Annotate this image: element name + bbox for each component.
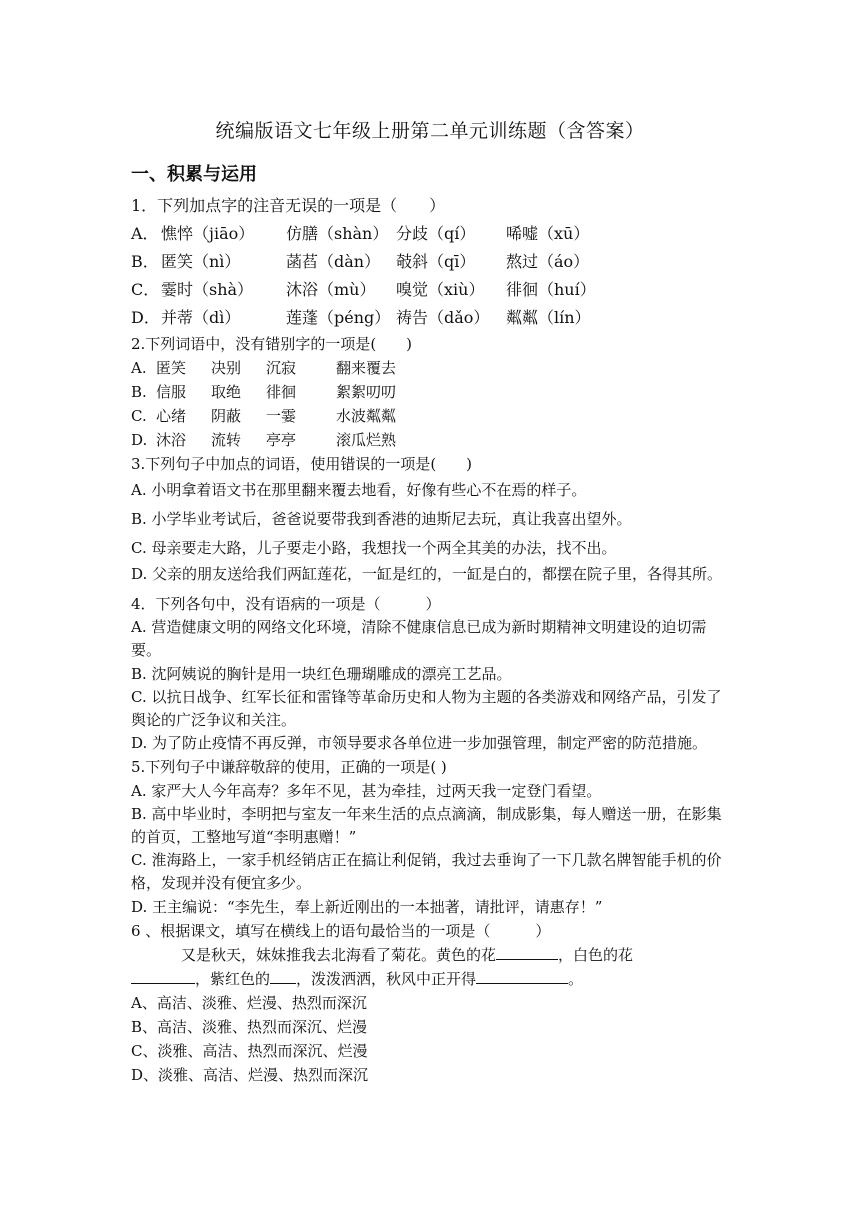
option-word: 莲蓬（péng） (286, 308, 391, 327)
q5-option-a: A. 家严大人今年高寿？多年不见，甚为牵挂，过两天我一定登门看望。 (131, 782, 602, 800)
option-letter: C． (131, 280, 160, 299)
passage-text: 。 (568, 970, 584, 988)
q2-option-b (131, 380, 731, 404)
option-word: 分歧（qí） (396, 224, 476, 243)
option-letter: D. (131, 431, 148, 449)
answer-blank (131, 967, 195, 984)
passage-text: 又是秋天，妹妹推我去北海看了菊花。黄色的花 (181, 946, 497, 964)
option-word: 决别 (211, 359, 242, 377)
option-word: 心绪 (156, 407, 187, 425)
option-word: 唏嘘（xū） (506, 224, 590, 243)
q5-option-c: C. 淮海路上，一家手机经销店正在搞让利促销，我过去垂询了一下几款名牌智能手机的价格，发现并没有便宜多少。 (131, 851, 722, 892)
q1-stem: 1．下列加点字的注音无误的一项是（ ） (131, 196, 446, 215)
option-word: 匿笑 (156, 359, 187, 377)
q3-option-a: A. 小明拿着语文书在那里翻来覆去地看，好像有些心不在焉的样子。 (131, 481, 587, 499)
q4-option-d: D. 为了防止疫情不再反弹，市领导要求各单位进一步加强管理，制定严密的防范措施。 (131, 734, 708, 752)
q1-option-c (131, 276, 731, 304)
option-word: 匿笑（nì） (161, 252, 241, 271)
q2-option-d (131, 428, 731, 452)
q5-option-b: B. 高中毕业时，李明把与室友一年来生活的点点滴滴，制成影集，每人赠送一册，在影集的首页，工整地写道“李明惠赠！” (131, 805, 722, 846)
q6-stem: 6 、根据课文，填写在横线上的语句最恰当的一项是（ ） (131, 922, 551, 940)
q1-option-a (131, 220, 731, 248)
option-word: 沐浴 (156, 431, 187, 449)
option-word: 絮絮叨叨 (336, 383, 397, 401)
answer-blank (476, 967, 568, 984)
page-title: 统编版语文七年级上册第二单元训练题（含答案） (215, 120, 645, 142)
q5-option-d: D. 王主编说：“李先生，奉上新近刚出的一本拙著，请批评，请惠存！” (131, 898, 603, 916)
q6-passage-line1 (131, 943, 731, 967)
q2-stem: 2.下列词语中，没有错别字的一项是( ) (131, 335, 413, 353)
option-word: 憔悴（jiāo） (161, 224, 255, 243)
q6-option-c: C、淡雅、高洁、热烈而深沉、烂漫 (131, 1042, 368, 1060)
option-word: 滚瓜烂熟 (336, 431, 397, 449)
q3-option-b: B. 小学毕业考试后，爸爸说要带我到香港的迪斯尼去玩，真让我喜出望外。 (131, 510, 632, 528)
option-letter: A. (131, 359, 147, 377)
option-word: 阴蔽 (211, 407, 242, 425)
q5-stem: 5.下列句子中谦辞敬辞的使用，正确的一项是( ) (131, 758, 447, 776)
q1-option-b (131, 248, 731, 276)
q6-option-a: A、高洁、淡雅、烂漫、热烈而深沉 (131, 994, 367, 1012)
option-word: 取绝 (211, 383, 242, 401)
question-body (131, 192, 731, 1087)
option-word: 粼粼（lín） (506, 308, 591, 327)
q4-stem: 4．下列各句中，没有语病的一项是（ ） (131, 595, 441, 613)
option-word: 霎时（shà） (161, 280, 254, 299)
option-word: 沐浴（mù） (286, 280, 376, 299)
option-word: 亭亭 (266, 431, 297, 449)
passage-text: ，紫红色的 (195, 970, 271, 988)
option-word: 并蒂（dì） (161, 308, 241, 327)
option-word: 嗅觉（xiù） (396, 280, 485, 299)
option-word: 仿膳（shàn） (286, 224, 389, 243)
passage-text: ，泼泼洒洒，秋风中正开得 (296, 970, 477, 988)
option-word: 信服 (156, 383, 187, 401)
q4-option-b: B. 沈阿姨说的胸针是用一块红色珊瑚雕成的漂亮工艺品。 (131, 665, 512, 683)
q3-stem: 3.下列句子中加点的词语，使用错误的一项是( ) (131, 455, 473, 473)
q4-option-c: C. 以抗日战争、红军长征和雷锋等革命历史和人物为主题的各类游戏和网络产品，引发了舆论的广泛争议和关注。 (131, 688, 722, 729)
option-word: 沉寂 (266, 359, 297, 377)
q3-option-d: D. 父亲的朋友送给我们两缸莲花，一缸是红的，一缸是白的，都摆在院子里，各得其所。 (131, 565, 723, 583)
option-letter: B． (131, 252, 159, 271)
q2-option-c (131, 404, 731, 428)
answer-blank (270, 967, 296, 984)
option-word: 徘徊 (266, 383, 297, 401)
passage-text: ，白色的花 (558, 946, 634, 964)
option-word: 熬过（áo） (506, 252, 590, 271)
q6-passage-line2 (131, 967, 731, 991)
option-word: 水波粼粼 (336, 407, 397, 425)
option-word: 徘徊（huí） (506, 280, 596, 299)
q3-option-c: C. 母亲要走大路，儿子要走小路，我想找一个两全其美的办法，找不出。 (131, 539, 617, 557)
section-heading: 一、积累与运用 (131, 164, 257, 185)
option-letter: A． (131, 224, 159, 243)
q1-option-d (131, 304, 731, 332)
q6-option-b: B、高洁、淡雅、热烈而深沉、烂漫 (131, 1018, 368, 1036)
q6-option-d: D、淡雅、高洁、烂漫、热烈而深沉 (131, 1066, 369, 1084)
option-word: 攲斜（qī） (396, 252, 476, 271)
q2-option-a (131, 356, 731, 380)
option-word: 翻来覆去 (336, 359, 397, 377)
option-word: 流转 (211, 431, 242, 449)
option-letter: C. (131, 407, 147, 425)
option-letter: B. (131, 383, 147, 401)
option-word: 祷告（dǎo） (396, 308, 490, 327)
q4-option-a: A. 营造健康文明的网络文化环境，清除不健康信息已成为新时期精神文明建设的迫切需要。 (131, 618, 707, 659)
answer-blank (496, 943, 558, 960)
option-word: 一霎 (266, 407, 297, 425)
option-letter: D． (131, 308, 160, 327)
option-word: 菡萏（dàn） (286, 252, 381, 271)
